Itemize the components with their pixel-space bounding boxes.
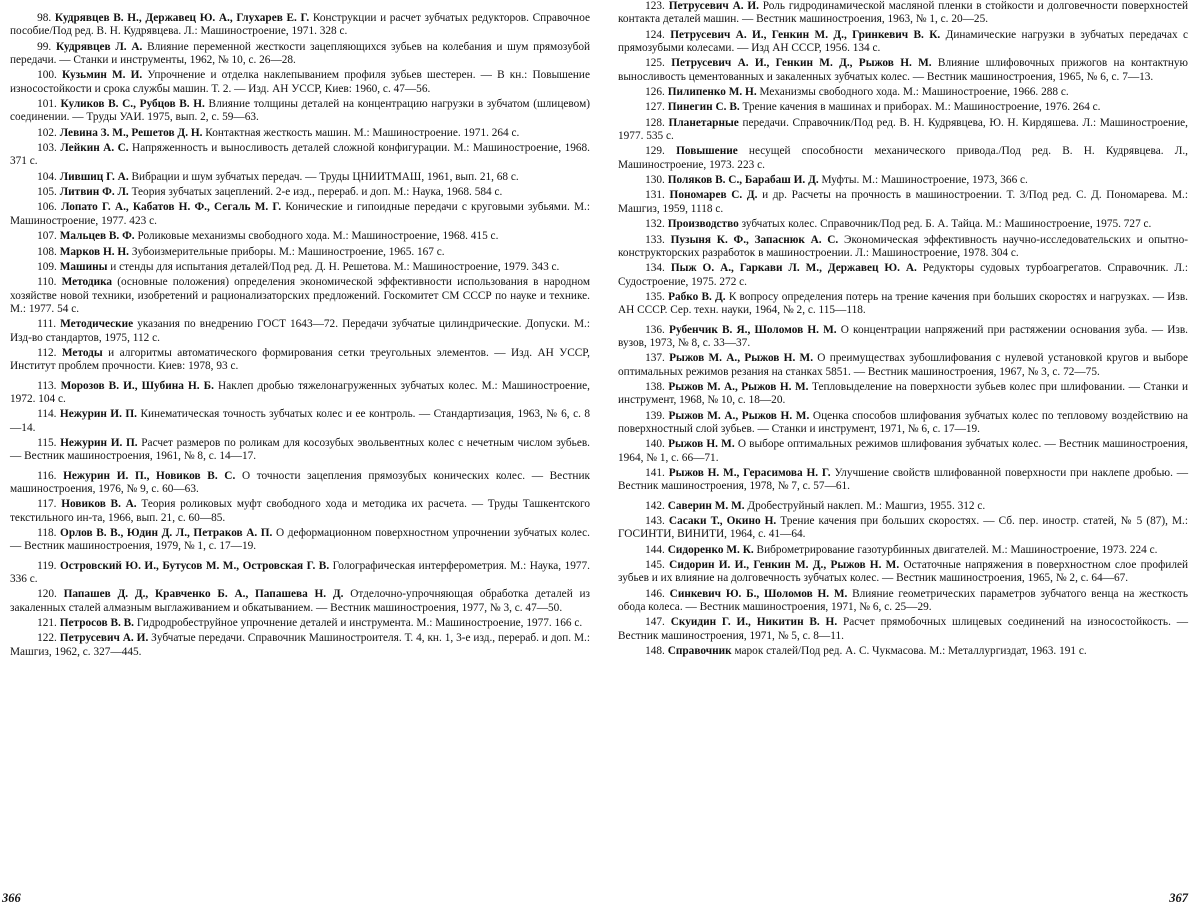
reference-entry xyxy=(618,515,1188,542)
reference-entry xyxy=(10,632,590,659)
reference-entry xyxy=(10,560,590,587)
page-number: 367 xyxy=(1169,891,1188,906)
reference-number: 104. xyxy=(37,171,57,183)
reference-text: и др. Расчеты на прочность в машиностроении. Т. 3/Под ред. С. Д. Пономарева. М.: Машгиз, 1959, 1118 с. xyxy=(618,189,1188,214)
reference-text: Вибрации и шум зубчатых передач. — Труды ЦНИИТМАШ, 1961, вып. 21, 68 с. xyxy=(132,171,519,183)
reference-text: Расчет прямобочных шлицевых соединений на износостойкость. — Вестник машиностроения, 1971, № 5, с. 8—11. xyxy=(618,616,1188,641)
reference-text: О деформационном поверхностном упрочнении зубчатых колес. — Вестник машиностроения, 1979, № 1, с. 17—19. xyxy=(10,527,590,552)
reference-number: 101. xyxy=(37,98,57,110)
reference-entry xyxy=(618,291,1188,318)
reference-text: Напряженность и выносливость деталей сложной конфигурации. М.: Машиностроение, 1968. 371 с. xyxy=(10,142,590,167)
reference-authors: Лейкин А. С. xyxy=(60,142,128,154)
reference-text: Отделочно-упрочняющая обработка деталей из закаленных сталей алмазным выглаживанием и обкатыванием. — Вестник машиностроения, 1977, № 3, с. 47—50. xyxy=(10,588,590,613)
reference-entry xyxy=(10,171,590,184)
reference-text: Теория роликовых муфт свободного хода и методика их расчета. — Труды Ташкентского текстильного ин-та, 1966, вып. 21, с. 60—85. xyxy=(10,498,590,523)
reference-number: 132. xyxy=(645,218,665,230)
reference-entry xyxy=(10,261,590,274)
reference-authors: Пономарев С. Д. xyxy=(670,189,758,201)
reference-entry xyxy=(618,101,1188,114)
reference-authors: Пыж О. А., Гаркави Л. М., Державец Ю. А. xyxy=(671,262,917,274)
reference-authors: Машины xyxy=(60,261,108,273)
reference-text: Муфты. М.: Машиностроение, 1973, 366 с. xyxy=(822,174,1028,186)
reference-number: 125. xyxy=(645,57,665,69)
reference-authors: Синкевич Ю. Б., Шоломов Н. М. xyxy=(670,588,848,600)
reference-entry xyxy=(10,69,590,96)
reference-entry xyxy=(618,0,1188,27)
reference-number: 133. xyxy=(645,234,665,246)
reference-authors: Папашев Д. Д., Кравченко Б. А., Папашева Н. Д. xyxy=(64,588,344,600)
reference-text: Остаточные напряжения в поверхностном слое профилей зубьев и их влияние на долговечность зубчатых колес. — Вестник машиностроения, 1965, № 2, с. 64—67. xyxy=(618,559,1188,584)
reference-entry xyxy=(618,467,1188,494)
reference-entry xyxy=(618,438,1188,465)
reference-number: 100. xyxy=(37,69,57,81)
reference-number: 140. xyxy=(645,438,665,450)
reference-text: Роль гидродинамической масляной пленки в стойкости и долговечности поверхностей контакта деталей машин. — Вестник машиностроения, 1963, № 1, с. 20—25. xyxy=(618,0,1188,25)
reference-authors: Нежурин И. П. xyxy=(60,408,137,420)
reference-text: Влияние геометрических параметров зубчатого венца на жесткость обода колеса. — Вестник машиностроения, 1971, № 6, с. 25—29. xyxy=(618,588,1188,613)
reference-text: Механизмы свободного хода. М.: Машиностроение, 1966. 288 с. xyxy=(759,86,1068,98)
reference-entry xyxy=(10,437,590,464)
reference-number: 122. xyxy=(37,632,57,644)
reference-list-right xyxy=(618,0,1188,658)
reference-number: 113. xyxy=(37,380,56,392)
reference-text: Гидродробеструйное упрочнение деталей и инструмента. М.: Машиностроение, 1977. 166 с. xyxy=(137,617,582,629)
reference-authors: Морозов В. И., Шубина Н. Б. xyxy=(61,380,214,392)
reference-text: О точности зацепления прямозубых конических колес. — Вестник машиностроения, 1976, № 9, с. 60—63. xyxy=(10,470,590,495)
reference-list-left xyxy=(10,12,590,659)
reference-number: 123. xyxy=(645,0,665,12)
reference-entry xyxy=(618,145,1188,172)
reference-number: 111. xyxy=(37,318,56,330)
reference-text: Упрочнение и отделка наклепыванием профиля зубьев шестерен. — В кн.: Повышение износостойкости и срока службы машин. Т. 2. — Изд. АН УССР, Киев: 1960, с. 47—56. xyxy=(10,69,590,94)
page-left xyxy=(0,0,600,914)
reference-entry xyxy=(618,174,1188,187)
reference-entry xyxy=(10,380,590,407)
reference-authors: Нежурин И. П. xyxy=(60,437,137,449)
reference-text: Роликовые механизмы свободного хода. М.: Машиностроение, 1968. 415 с. xyxy=(137,230,498,242)
reference-entry xyxy=(10,41,590,68)
reference-number: 117. xyxy=(37,498,56,510)
reference-authors: Справочник xyxy=(668,645,732,657)
reference-number: 112. xyxy=(37,347,56,359)
reference-text: Наклеп дробью тяжелонагруженных зубчатых колес. М.: Машиностроение, 1972. 104 с. xyxy=(10,380,590,405)
reference-entry xyxy=(10,127,590,140)
reference-entry xyxy=(10,246,590,259)
reference-text: Трение качения в машинах и приборах. М.: Машиностроение, 1976. 264 с. xyxy=(743,101,1101,113)
reference-entry xyxy=(618,189,1188,216)
reference-entry xyxy=(10,588,590,615)
reference-text: Расчет размеров по роликам для косозубых эвольвентных колес с нечетным числом зубьев. — Вестник машиностроения, 1961, № 8, с. 14—17. xyxy=(10,437,590,462)
reference-entry xyxy=(618,218,1188,231)
reference-entry xyxy=(10,470,590,497)
reference-text: Тепловыделение на поверхности зубьев колес при шлифовании. — Станки и инструмент, 1968, № 10, с. 18—20. xyxy=(618,381,1188,406)
reference-number: 130. xyxy=(645,174,665,186)
reference-entry xyxy=(618,352,1188,379)
reference-text: О концентрации напряжений при растяжении основания зуба. — Изв. вузов, 1973, № 8, с. 33—37. xyxy=(618,324,1188,349)
reference-entry xyxy=(618,559,1188,586)
reference-number: 120. xyxy=(37,588,57,600)
reference-number: 105. xyxy=(37,186,57,198)
reference-authors: Саверин М. М. xyxy=(668,500,745,512)
reference-authors: Методы xyxy=(62,347,103,359)
reference-text: Зубчатые передачи. Справочник Машиностроителя. Т. 4, кн. 1, 3-е изд., перераб. и доп. М.: Машгиз, 1962, с. 327—445. xyxy=(10,632,590,657)
reference-authors: Орлов В. В., Юдин Д. Л., Петраков А. П. xyxy=(60,527,272,539)
reference-number: 141. xyxy=(645,467,665,479)
reference-authors: Кузьмин М. И. xyxy=(62,69,142,81)
reference-number: 146. xyxy=(645,588,665,600)
reference-entry xyxy=(618,262,1188,289)
reference-number: 103. xyxy=(37,142,57,154)
reference-number: 107. xyxy=(37,230,57,242)
reference-entry xyxy=(618,645,1188,658)
reference-text: Экономическая эффективность научно-исследовательских и опытно-конструкторских разработок в машиностроении. Л.: Машиностроение, 1978. 304 с. xyxy=(618,234,1188,259)
reference-authors: Рыжов М. А., Рыжов Н. М. xyxy=(668,381,808,393)
reference-number: 147. xyxy=(645,616,665,628)
reference-entry xyxy=(10,12,590,39)
reference-authors: Петрусевич А. И., Генкин М. Д., Гринкевич В. К. xyxy=(670,29,940,41)
reference-authors: Петрусевич А. И. xyxy=(60,632,148,644)
reference-authors: Кудрявцев В. Н., Державец Ю. А., Глухарев Е. Г. xyxy=(55,12,309,24)
reference-authors: Повышение xyxy=(676,145,738,157)
reference-text: Редукторы судовых турбоагрегатов. Справочник. Л.: Судостроение, 1975. 272 с. xyxy=(618,262,1188,287)
reference-entry xyxy=(618,544,1188,557)
reference-entry xyxy=(618,324,1188,351)
reference-text: Голографическая интерферометрия. М.: Наука, 1977. 336 с. xyxy=(10,560,590,585)
reference-entry xyxy=(10,617,590,630)
reference-text: Зубоизмерительные приборы. М.: Машиностроение, 1965. 167 с. xyxy=(132,246,445,258)
reference-number: 102. xyxy=(37,127,57,139)
reference-number: 126. xyxy=(645,86,665,98)
reference-authors: Рубенчик В. Я., Шоломов Н. М. xyxy=(669,324,837,336)
reference-authors: Марков Н. Н. xyxy=(60,246,129,258)
reference-number: 109. xyxy=(37,261,57,273)
reference-authors: Сасаки Т., Окино Н. xyxy=(669,515,776,527)
reference-authors: Пинегин С. В. xyxy=(668,101,740,113)
reference-authors: Рыжов М. А., Рыжов Н. М. xyxy=(669,410,810,422)
reference-entry xyxy=(618,500,1188,513)
reference-number: 98. xyxy=(37,12,51,24)
page-right xyxy=(610,0,1200,914)
reference-number: 139. xyxy=(645,410,665,422)
reference-authors: Сидоренко М. К. xyxy=(668,544,754,556)
reference-authors: Скуидин Г. И., Никитин В. Н. xyxy=(671,616,837,628)
reference-number: 145. xyxy=(645,559,665,571)
reference-number: 134. xyxy=(645,262,665,274)
reference-number: 135. xyxy=(645,291,665,303)
reference-number: 136. xyxy=(645,324,665,336)
reference-number: 99. xyxy=(37,41,51,53)
reference-entry xyxy=(618,381,1188,408)
reference-entry xyxy=(10,142,590,169)
reference-text: передачи. Справочник/Под ред. В. Н. Кудрявцева, Ю. Н. Кирдяшева. Л.: Машиностроение, 1977. 535 с. xyxy=(618,117,1188,142)
reference-number: 127. xyxy=(645,101,665,113)
reference-entry xyxy=(10,498,590,525)
reference-number: 116. xyxy=(37,470,56,482)
reference-text: Конструкции и расчет зубчатых редукторов. Справочное пособие/Под ред. В. Н. Кудрявцева. Л.: Машиностроение, 1971. 328 с. xyxy=(10,12,590,37)
reference-text: Конические и гипоидные передачи с круговыми зубьями. М.: Машиностроение, 1977. 423 с. xyxy=(10,201,590,226)
reference-authors: Куликов В. С., Рубцов В. Н. xyxy=(61,98,205,110)
reference-authors: Лившиц Г. А. xyxy=(60,171,129,183)
reference-authors: Методика xyxy=(62,276,112,288)
reference-text: Влияние толщины деталей на концентрацию нагрузки в зубчатом (шлицевом) соединении. — Труды УАИ. 1975, вып. 2, с. 59—63. xyxy=(10,98,590,123)
reference-number: 119. xyxy=(37,560,56,572)
reference-authors: Сидорин И. И., Генкин М. Д., Рыжов Н. М. xyxy=(669,559,899,571)
reference-authors: Производство xyxy=(668,218,739,230)
reference-authors: Литвин Ф. Л. xyxy=(60,186,129,198)
reference-number: 143. xyxy=(645,515,665,527)
reference-entry xyxy=(10,408,590,435)
reference-entry xyxy=(618,616,1188,643)
reference-text: Влияние переменной жесткости зацепляющихся зубьев на колебания и шум прямозубой передачи. — Станки и инструменты, 1962, № 10, с. 26—28. xyxy=(10,41,590,66)
reference-authors: Методические xyxy=(60,318,133,330)
reference-text: Дробеструйный наклеп. М.: Машгиз, 1955. 312 с. xyxy=(747,500,985,512)
reference-entry xyxy=(618,117,1188,144)
reference-number: 137. xyxy=(645,352,665,364)
reference-entry xyxy=(10,318,590,345)
reference-text: К вопросу определения потерь на трение качения при больших скоростях и нагрузках. — Изв. АН СССР. Сер. техн. науки, 1964, № 2, с. 115—118. xyxy=(618,291,1188,316)
reference-number: 121. xyxy=(37,617,57,629)
reference-number: 110. xyxy=(37,276,56,288)
reference-authors: Петросов В. В. xyxy=(60,617,134,629)
reference-text: и алгоритмы автоматического формирования сетки треугольных элементов. — Изд. АН УССР, Институт проблем прочности. Киев: 1978, 93 с. xyxy=(10,347,590,372)
reference-text: Кинематическая точность зубчатых колес и ее контроль. — Стандартизация, 1963, № 6, с. 8—14. xyxy=(10,408,590,433)
reference-authors: Поляков В. С., Барабаш И. Д. xyxy=(668,174,819,186)
reference-entry xyxy=(618,410,1188,437)
reference-text: Динамические нагрузки в зубчатых передачах с прямозубыми колесами. — Изд АН СССР, 1956. 134 с. xyxy=(618,29,1188,54)
reference-authors: Кудрявцев Л. А. xyxy=(56,41,142,53)
reference-number: 131. xyxy=(645,189,665,201)
reference-number: 108. xyxy=(37,246,57,258)
reference-text: несущей способности механического привода./Под ред. В. Н. Кудрявцева. Л., Машиностроение, 1973. 223 с. xyxy=(618,145,1188,170)
reference-entry xyxy=(10,186,590,199)
reference-number: 124. xyxy=(645,29,665,41)
reference-entry xyxy=(10,276,590,316)
reference-entry xyxy=(618,57,1188,84)
reference-text: и стенды для испытания деталей/Под ред. Д. Н. Решетова. М.: Машиностроение, 1979. 343 с. xyxy=(110,261,559,273)
reference-text: О выборе оптимальных режимов шлифования зубчатых колес. — Вестник машиностроения, 1964, № 1, с. 66—71. xyxy=(618,438,1188,463)
reference-authors: Пузыня К. Ф., Запаснюк А. С. xyxy=(671,234,839,246)
reference-number: 128. xyxy=(645,117,665,129)
reference-entry xyxy=(618,86,1188,99)
reference-entry xyxy=(10,527,590,554)
reference-entry xyxy=(10,98,590,125)
reference-text: Контактная жесткость машин. М.: Машиностроение. 1971. 264 с. xyxy=(205,127,519,139)
reference-text: Виброметрирование газотурбинных двигателей. М.: Машиностроение, 1973. 224 с. xyxy=(757,544,1158,556)
reference-text: О преимуществах зубошлифования с нулевой установкой кругов и выборе оптимальных режимов резания на станках 5851. — Вестник машиностроения, 1967, № 3, с. 72—75. xyxy=(618,352,1188,377)
reference-text: Улучшение свойств шлифованной поверхности при наклепе дробью. — Вестник машиностроения, 1978, № 7, с. 57—61. xyxy=(618,467,1188,492)
reference-entry xyxy=(618,234,1188,261)
reference-authors: Новиков В. А. xyxy=(61,498,136,510)
reference-number: 129. xyxy=(645,145,665,157)
reference-authors: Пилипенко М. Н. xyxy=(668,86,757,98)
reference-number: 115. xyxy=(37,437,56,449)
reference-number: 138. xyxy=(645,381,665,393)
reference-authors: Островский Ю. И., Бутусов М. М., Островская Г. В. xyxy=(60,560,329,572)
reference-authors: Петрусевич А. И., Генкин М. Д., Рыжов Н. М. xyxy=(671,57,931,69)
reference-text: Оценка способов шлифования зубчатых колес по тепловому воздействию на поверхностный слой зубьев. — Станки и инструмент, 1971, № 6, с. 17—19. xyxy=(618,410,1188,435)
reference-entry xyxy=(618,29,1188,56)
reference-authors: Рыжов Н. М. xyxy=(668,438,735,450)
reference-authors: Левина З. М., Решетов Д. Н. xyxy=(60,127,203,139)
reference-authors: Рыжов М. А., Рыжов Н. М. xyxy=(669,352,813,364)
reference-entry xyxy=(10,230,590,243)
reference-number: 114. xyxy=(37,408,56,420)
reference-number: 106. xyxy=(37,201,57,213)
page-number: 366 xyxy=(2,891,21,906)
reference-text: (основные положения) определения экономической эффективности использования в народном хозяйстве новой техники, изобретений и рационализаторских предложений. Госкомитет СМ СССР по науке и технике. М.: 1977. 54 с. xyxy=(10,276,590,315)
reference-entry xyxy=(10,201,590,228)
reference-text: Трение качения при больших скоростях. — Сб. пер. иностр. статей, № 5 (87), М.: ГОСИНТИ, ВИНИТИ, 1964, с. 41—64. xyxy=(618,515,1188,540)
reference-authors: Лопато Г. А., Кабатов Н. Ф., Сегаль М. Г. xyxy=(61,201,281,213)
reference-number: 148. xyxy=(645,645,665,657)
reference-authors: Рыжов Н. М., Герасимова Н. Г. xyxy=(669,467,831,479)
reference-text: Влияние шлифовочных прижогов на контактную выносливость цементованных и закаленных зубчатых колес. — Вестник машиностроения, 1965, № 6, с. 7—13. xyxy=(618,57,1188,82)
reference-text: зубчатых колес. Справочник/Под ред. Б. А. Тайца. М.: Машиностроение, 1975. 727 с. xyxy=(742,218,1152,230)
reference-text: Теория зубчатых зацеплений. 2-е изд., перераб. и доп. М.: Наука, 1968. 584 с. xyxy=(132,186,503,198)
reference-number: 144. xyxy=(645,544,665,556)
reference-authors: Мальцев В. Ф. xyxy=(60,230,135,242)
reference-number: 118. xyxy=(37,527,56,539)
reference-entry xyxy=(618,588,1188,615)
reference-number: 142. xyxy=(645,500,665,512)
reference-authors: Планетарные xyxy=(669,117,739,129)
reference-entry xyxy=(10,347,590,374)
reference-authors: Петрусевич А. И. xyxy=(669,0,759,12)
reference-text: указания по внедрению ГОСТ 1643—72. Передачи зубчатые цилиндрические. Допуски. М.: Изд-во стандартов, 1975, 112 с. xyxy=(10,318,590,343)
reference-text: марок сталей/Под ред. А. С. Чукмасова. М.: Металлургиздат, 1963. 191 с. xyxy=(734,645,1086,657)
reference-authors: Нежурин И. П., Новиков В. С. xyxy=(63,470,235,482)
reference-authors: Рабко В. Д. xyxy=(668,291,726,303)
